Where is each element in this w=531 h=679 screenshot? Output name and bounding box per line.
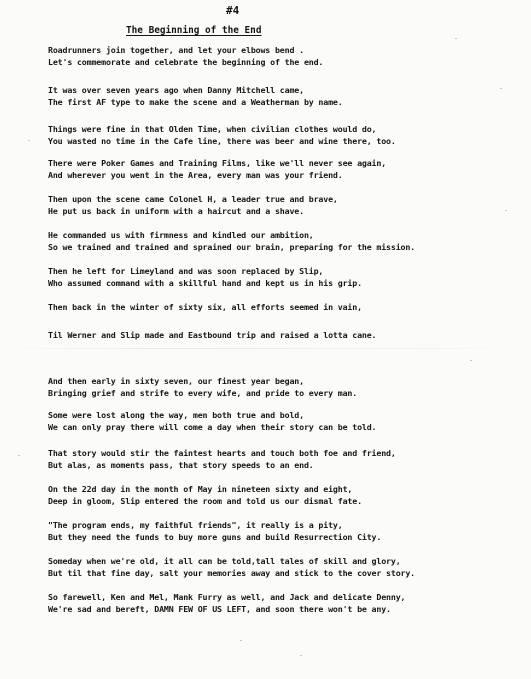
paper-speck (505, 210, 507, 211)
poem-line: He commanded us with firmness and kindled our ambition, (48, 230, 314, 240)
paper-speck (300, 655, 302, 656)
stanza-7 (48, 265, 362, 289)
stanza-6 (48, 229, 415, 253)
poem-line: Things were fine in that Olden Time, when civilian clothes would do, (48, 124, 377, 134)
stanza-8 (48, 301, 362, 313)
poem-line: But til that fine day, salt your memories away and stick to the cover story. (48, 568, 416, 578)
poem-line: Bringing grief and strife to every wife, and pride to every man. (48, 388, 358, 398)
paper-speck (18, 455, 20, 456)
poem-line: We're sad and bereft, DAMN FEW OF US LEFT, and soon there won't be any. (48, 604, 391, 614)
poem-line: Let's commemorate and celebrate the beginning of the end. (48, 57, 324, 67)
poem-line: Til Werner and Slip made and Eastbound trip and raised a lotta cane. (48, 330, 377, 340)
page-fold-line (0, 348, 531, 349)
poem-line: Who assumed command with a skillful hand and kept us in his grip. (48, 278, 362, 288)
stanza-13 (48, 483, 362, 507)
poem-line: Someday when we're old, it all can be told,tall tales of skill and glory, (48, 556, 401, 566)
poem-line: On the 22d day in the month of May in nineteen sixty and eight, (48, 484, 353, 494)
stanza-5 (48, 193, 338, 217)
poem-line: He put us back in uniform with a haircut and a shave. (48, 206, 304, 216)
stanza-11 (48, 409, 376, 433)
paper-speck (470, 360, 472, 361)
poem-line: It was over seven years ago when Danny Mitchell came, (48, 85, 304, 95)
poem-line: So we trained and trained and sprained our brain, preparing for the mission. (48, 242, 416, 252)
poem-line: Then upon the scene came Colonel H, a leader true and brave, (48, 194, 338, 204)
paper-speck (28, 140, 30, 141)
poem-line: But alas, as moments pass, that story speeds to an end. (48, 460, 314, 470)
poem-line: "The program ends, my faithful friends", it really is a pity, (48, 520, 343, 530)
stanza-14 (48, 519, 381, 543)
poem-line: And wherever you went in the Area, every man was your friend. (48, 170, 343, 180)
poem-line: You wasted no time in the Cafe line, there was beer and wine there, too. (48, 136, 396, 146)
poem-line: And then early in sixty seven, our finest year began, (48, 376, 304, 386)
poem-line: So farewell, Ken and Mel, Mank Furry as well, and Jack and delicate Denny, (48, 592, 406, 602)
stanza-9 (48, 329, 376, 341)
stanza-2 (48, 84, 343, 108)
poem-line: There were Poker Games and Training Films, like we'll never see again, (48, 158, 387, 168)
stanza-16 (48, 591, 405, 615)
poem-line: We can only pray there will come a day when their story can be told. (48, 422, 377, 432)
poem-line: The first AF type to make the scene and a Weatherman by name. (48, 97, 343, 107)
paper-speck (500, 88, 502, 89)
paper-speck (455, 38, 457, 39)
stanza-4 (48, 157, 386, 181)
document-title: The Beginning of the End (126, 25, 262, 36)
stanza-1 (48, 44, 323, 68)
paper-speck (240, 640, 242, 641)
stanza-15 (48, 555, 415, 579)
page-number: #4 (226, 4, 240, 17)
poem-line: Then he left for Limeyland and was soon replaced by Slip, (48, 266, 324, 276)
stanza-12 (48, 447, 396, 471)
stanza-10 (48, 375, 357, 399)
poem-line: That story would stir the faintest hearts and touch both foe and friend, (48, 448, 396, 458)
poem-line: Deep in gloom, Slip entered the room and told us our dismal fate. (48, 496, 362, 506)
poem-line: Roadrunners join together, and let your elbows bend . (48, 45, 304, 55)
poem-line: Then back in the winter of sixty six, all efforts seemed in vain, (48, 302, 362, 312)
stanza-3 (48, 123, 396, 147)
poem-line: Some were lost along the way, men both true and bold, (48, 410, 304, 420)
poem-line: But they need the funds to buy more guns and build Resurrection City. (48, 532, 382, 542)
